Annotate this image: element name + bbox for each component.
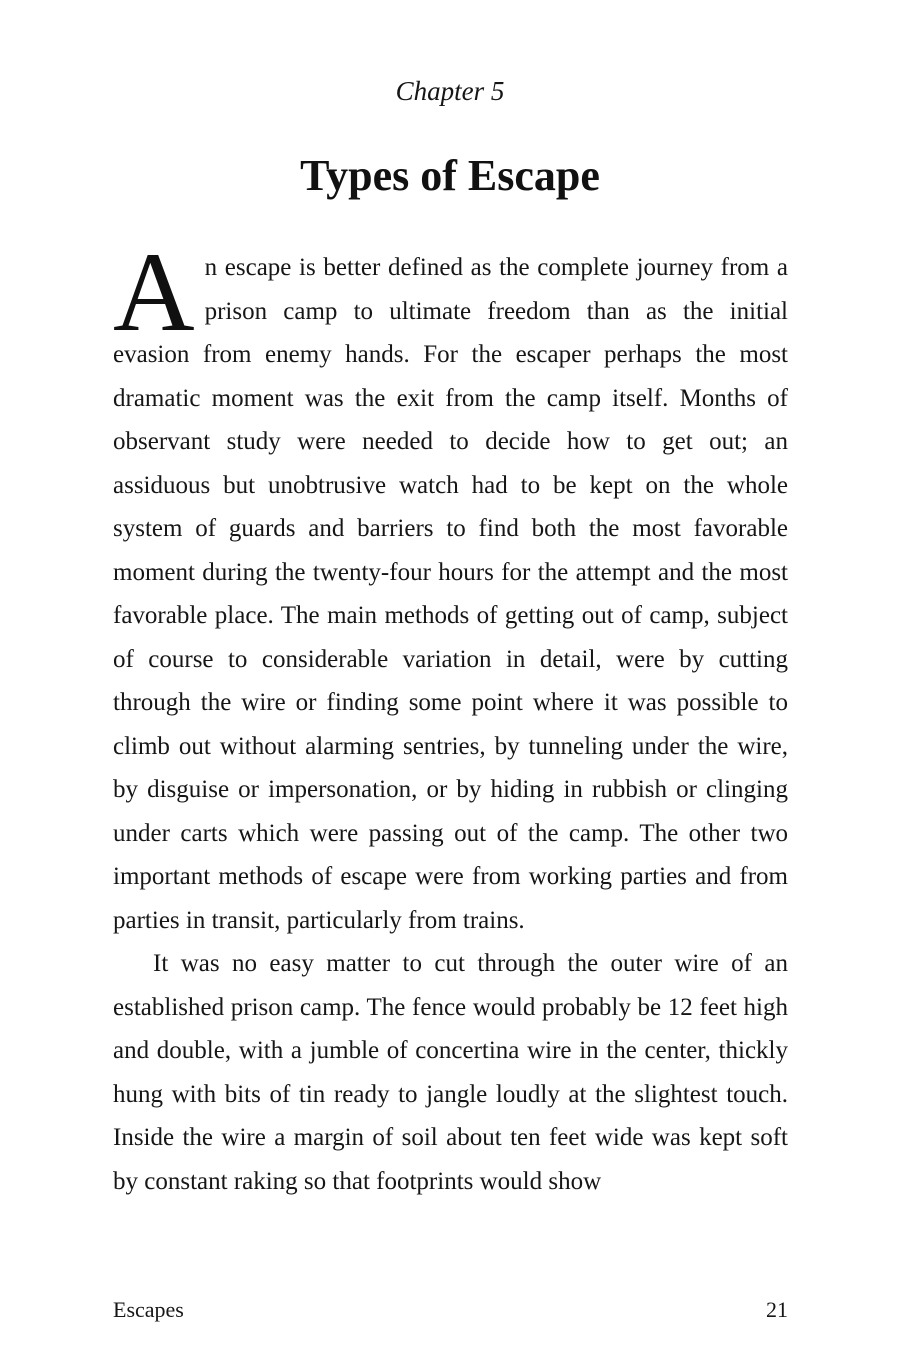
second-paragraph: It was no easy matter to cut through the outer wire of an established prison camp. The fence would probably be 12 feet high and double, with a jumble of concertina wire in the center, thickly hung with bits of tin ready to jangle loudly at the slightest touch. Inside the wire a margin of soil about ten feet wide was kept soft by constant raking so that footprints would show [113, 950, 788, 1195]
body-text [113, 230, 788, 1203]
chapter-label: Chapter 5 [395, 76, 505, 106]
drop-cap: A [113, 230, 195, 355]
page-number: 21 [766, 1297, 788, 1322]
page-footer [113, 1297, 788, 1323]
running-title: Escapes [113, 1297, 184, 1322]
first-paragraph [113, 230, 788, 942]
first-paragraph-text: n escape is better defined as the complete journey from a prison camp to ultimate freedom than as the initial evasion from enemy hands. For the escaper perhaps the most dramatic moment was the exit from the camp itself. Months of observant study were needed to decide how to get out; an assiduous but unobtrusive watch had to be kept on the whole system of guards and barriers to find both the most favorable moment during the twenty-four hours for the attempt and the most favorable place. The main methods of getting out of camp, subject of course to considerable variation in detail, were by cutting through the wire or finding some point where it was possible to climb out without alarming sentries, by tunneling under the wire, by disguise or impersonation, or by hiding in rubbish or clinging under carts which were passing out of the camp. The other two important methods of escape were from working parties and from parties in transit, particularly from trains. [113, 254, 788, 934]
chapter-title: Types of Escape [300, 151, 600, 200]
